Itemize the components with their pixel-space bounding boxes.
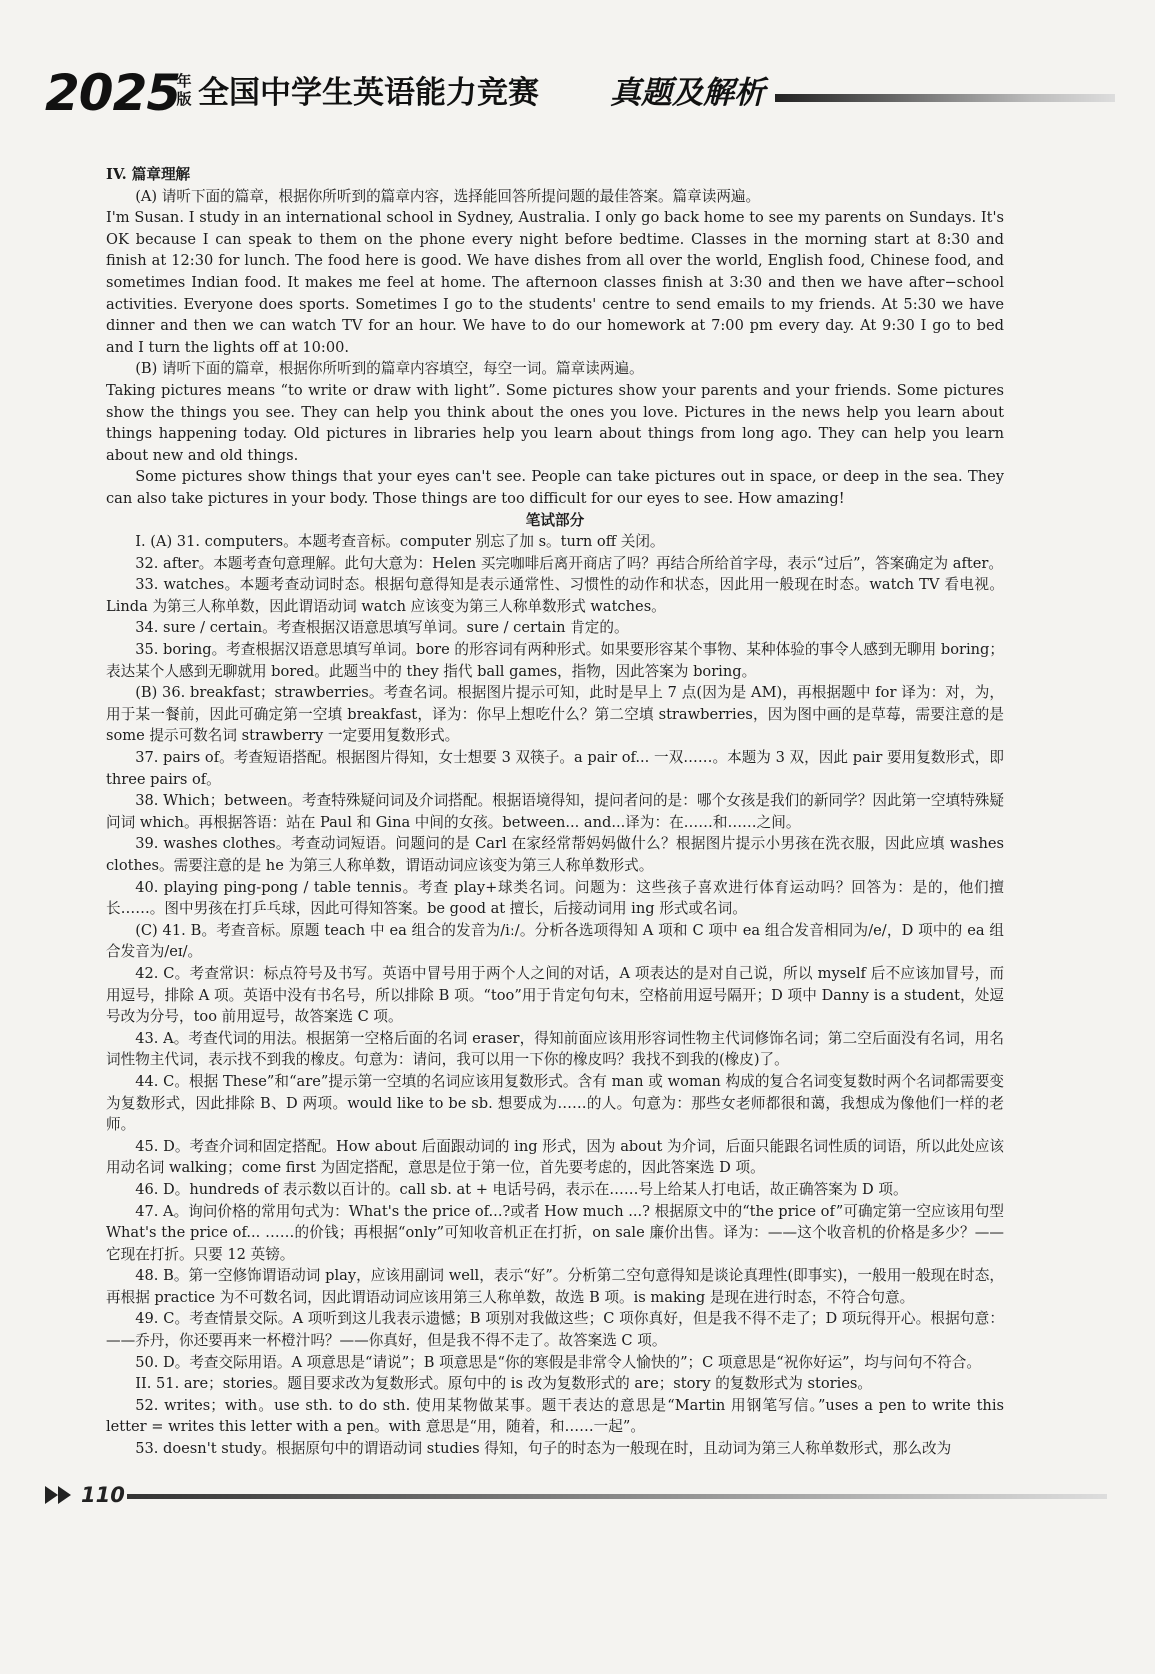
header-year: 2025 [45, 64, 181, 122]
section-heading: IV. 篇章理解 [106, 166, 191, 183]
answer-item: 40. playing ping-pong / table tennis。考查 play+球类名词。问题为：这些孩子喜欢进行体育运动吗？回答为：是的，他们擅长……。图中男孩在打乒乓球，因此可得知答案。be good at 擅长，后接动词用 ing 形式或名词。 [106, 878, 1004, 918]
double-arrow-icon [45, 1484, 75, 1506]
answer-item: 32. after。本题考查句意理解。此句大意为：Helen 买完咖啡后离开商店了吗？再结合所给首字母，表示“过后”，答案确定为 after。 [135, 554, 1003, 572]
answer-item: 47. A。询问价格的常用句式为：What's the price of...?或者 How much ...? 根据原文中的“the price of”可确定第一空应该用句型 What's the price of... ……的价钱；再根据“only”可知收音机正在打折，on sale 廉价出售。译为：——这个收音机的价格是多少？——它现在打折。只要 12 英镑。 [106, 1202, 1004, 1263]
answer-item: 43. A。考查代词的用法。根据第一空格后面的名词 eraser，得知前面应该用形容词性物主代词修饰名词；第二空后面没有名词，用名词性物主代词，表示找不到我的橡皮。句意为：请问，我可以用一下你的橡皮吗？我找不到我的(橡皮)了。 [106, 1029, 1004, 1069]
answer-item: 48. B。第一空修饰谓语动词 play，应该用副词 well，表示“好”。分析第二空句意得知是谈论真理性(即事实)，一般用一般现在时态，再根据 practice 为不可数名词，因此谓语动词应该用第三人称单数，故选 B 项。is making 是现在进行时态，不符合句意。 [106, 1267, 1004, 1306]
answer-item: 50. D。考查交际用语。A 项意思是“请说”；B 项意思是“你的寒假是非常令人愉快的”；C 项意思是“祝你好运”，均与问句不符合。 [135, 1353, 981, 1371]
answer-item: 49. C。考查情景交际。A 项听到这儿我表示遗憾；B 项别对我做这些；C 项你真好，但是我不得不走了；D 项玩得开心。根据句意：——乔丹，你还要再来一杯橙汁吗？——你真好，但是我不得不走了。故答案选 C 项。 [106, 1310, 1004, 1350]
header-title: 全国中学生英语能力竞赛 [198, 75, 539, 111]
answer-item: I. (A) 31. computers。本题考查音标。computer 别忘了加 s。turn off 关闭。 [135, 533, 665, 551]
header-edition: 年版 [176, 72, 192, 108]
header-rule [775, 94, 1115, 102]
answer-item: 42. C。考查常识：标点符号及书写。英语中冒号用于两个人之间的对话，A 项表达的是对自己说，所以 myself 后不应该加冒号，而用逗号，排除 A 项。英语中没有书名号，所以排除 B 项。“too”用于肯定句句末，空格前用逗号隔开；D 项中 Danny is a student，处逗号改为分号，too 前用逗号，故答案选 C 项。 [106, 964, 1004, 1026]
answer-item: 35. boring。考查根据汉语意思填写单词。bore 的形容词有两种形式。如果要形容某个事物、某种体验的事令人感到无聊用 boring；表达某个人感到无聊就用 bored。此题当中的 they 指代 ball games，指物，因此答案为 boring。 [106, 641, 1004, 680]
answer-item: 34. sure / certain。考查根据汉语意思填写单词。sure / certain 肯定的。 [135, 619, 629, 637]
answer-item: 37. pairs of。考查短语搭配。根据图片得知，女士想要 3 双筷子。a pair of... 一双……。本题为 3 双，因此 pair 要用复数形式，即 three pairs of。 [106, 749, 1004, 788]
page-number: 110 [81, 1483, 125, 1507]
part-b-instruction: (B) 请听下面的篇章，根据你所听到的篇章内容填空，每空一词。篇章读两遍。 [135, 360, 644, 378]
answer-item: (C) 41. B。考查音标。原题 teach 中 ea 组合的发音为/iː/。分析各选项得知 A 项和 C 项中 ea 组合发音相同为/e/，D 项中的 ea 组合发音为/eɪ/。 [106, 921, 1004, 961]
answer-item: 53. doesn't study。根据原句中的谓语动词 studies 得知，句子的时态为一般现在时，且动词为第三人称单数形式，那么改为 [135, 1440, 952, 1458]
answer-item: 33. watches。本题考查动词时态。根据句意得知是表示通常性、习惯性的动作和状态，因此用一般现在时态。watch TV 看电视。Linda 为第三人称单数，因此谓语动词 watch 应该变为第三人称单数形式 watches。 [106, 576, 1004, 615]
part-b-passage-1: Taking pictures means “to write or draw with light”. Some pictures show your parents and your friends. Some pictures show the things you see. They can help you think about the ones you love. Pictures in the news help you learn about things happening today. Old pictures in libraries help you learn about things from long ago. They can help you learn about new and old things. [106, 381, 1004, 464]
page-footer [45, 1480, 1115, 1510]
answer-item: 52. writes；with。use sth. to do sth. 使用某物做某事。题干表达的意思是“Martin 用钢笔写信。”uses a pen to write this letter = writes this letter with a pen。with 意思是“用，随着，和……一起”。 [106, 1396, 1004, 1436]
page-content [106, 164, 1004, 1460]
part-a-passage: I'm Susan. I study in an international school in Sydney, Australia. I only go back home to see my parents on Sundays. It's OK because I can speak to them on the phone every night before bedtime. Classes in the morning start at 8:30 and finish at 12:30 for lunch. The food here is good. We have dishes from all over the world, English food, Chinese food, and sometimes Indian food. It makes me feel at home. The afternoon classes finish at 3:30 and then we have after−school activities. Everyone does sports. Sometimes I go to the students' centre to send emails to my friends. At 5:30 we have dinner and then we can watch TV for an hour. We have to do our homework at 7:00 pm every day. At 9:30 I go to bed and I turn the lights off at 10:00. [106, 209, 1004, 356]
footer-rule [127, 1494, 1107, 1499]
header-subtitle: 真题及解析 [610, 75, 765, 111]
answer-item: 44. C。根据 These”和“are”提示第一空填的名词应该用复数形式。含有 man 或 woman 构成的复合名词变复数时两个名词都需要变为复数形式，因此排除 B、D 两项。would like to be sb. 想要成为……的人。句意为：那些女老师都很和蔼，我想成为像他们一样的老师。 [106, 1072, 1004, 1134]
answer-item: II. 51. are；stories。题目要求改为复数形式。原句中的 is 改为复数形式的 are；story 的复数形式为 stories。 [135, 1375, 873, 1393]
answer-item: 45. D。考查介词和固定搭配。How about 后面跟动词的 ing 形式，因为 about 为介词，后面只能跟名词性质的词语，所以此处应该用动名词 walking；come first 为固定搭配，意思是位于第一位，首先要考虑的，因此答案选 D 项。 [106, 1137, 1004, 1177]
page-header [45, 64, 1115, 122]
answer-item: (B) 36. breakfast；strawberries。考查名词。根据图片提示可知，此时是早上 7 点(因为是 AM)，再根据题中 for 译为：对，为，用于某一餐前，因此可确定第一空填 breakfast，译为：你早上想吃什么？第二空填 strawberries，因为图中画的是草莓，需要注意的是 some 提示可数名词 strawberry 一定要用复数形式。 [106, 684, 1004, 745]
answer-item: 46. D。hundreds of 表示数以百计的。call sb. at + 电话号码，表示在……号上给某人打电话，故正确答案为 D 项。 [135, 1180, 908, 1198]
part-b-passage-2: Some pictures show things that your eyes can't see. People can take pictures out in space, or deep in the sea. They can also take pictures in your body. Those things are too difficult for our eyes to see. How amazing! [106, 468, 1004, 507]
part-a-instruction: (A) 请听下面的篇章，根据你所听到的篇章内容，选择能回答所提问题的最佳答案。篇章读两遍。 [135, 187, 761, 205]
answer-item: 39. washes clothes。考查动词短语。问题问的是 Carl 在家经常帮妈妈做什么？根据图片提示小男孩在洗衣服，因此应填 washes clothes。需要注意的是 he 为第三人称单数，谓语动词应该变为第三人称单数形式。 [106, 835, 1004, 874]
written-heading: 笔试部分 [525, 511, 585, 529]
answer-item: 38. Which；between。考查特殊疑问词及介词搭配。根据语境得知，提问者问的是：哪个女孩是我们的新同学？因此第一空填特殊疑问词 which。再根据答语：站在 Paul 和 Gina 中间的女孩。between... and...译为：在……和……之间。 [106, 792, 1004, 831]
